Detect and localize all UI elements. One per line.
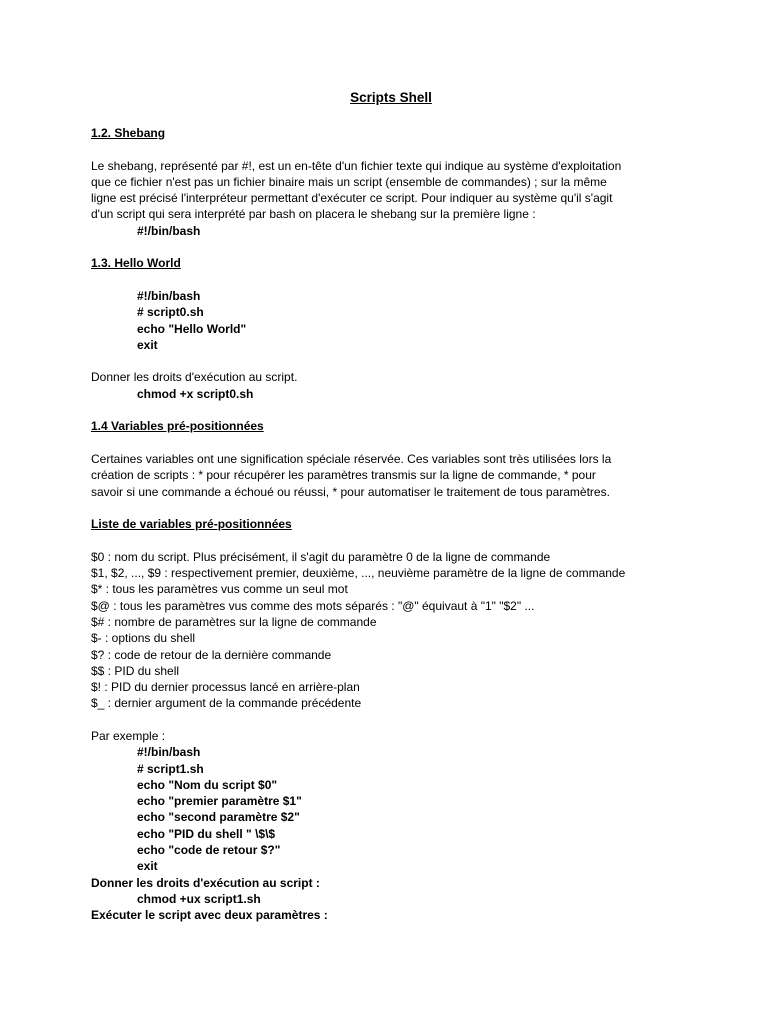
hello-world-code-block — [91, 288, 691, 353]
list-item: $@ : tous les paramètres vus comme des mots séparés : "@" équivaut à "1" "$2" ... — [91, 598, 535, 613]
list-item: $! : PID du dernier processus lancé en arrière-plan — [91, 680, 360, 695]
paragraph-line: Certaines variables ont une signification spéciale réservée. Ces variables sont très utilisées lors la — [91, 451, 612, 466]
example-label: Par exemple : — [91, 728, 166, 743]
section-heading-hello-world: 1.3. Hello World — [91, 256, 181, 271]
section-heading-variables: 1.4 Variables pré-positionnées — [91, 419, 264, 434]
code-line: # script0.sh — [137, 305, 204, 320]
code-line: echo "second paramètre $2" — [137, 810, 300, 825]
paragraph-line: création de scripts : * pour récupérer les paramètres transmis sur la ligne de commande, * pour — [91, 468, 596, 483]
execute-instruction: Exécuter le script avec deux paramètres : — [91, 908, 328, 923]
paragraph-line: savoir si une commande a échoué ou réussi, * pour automatiser le traitement de tous paramètres. — [91, 484, 610, 499]
paragraph-line: Le shebang, représenté par #!, est un en-tête d'un fichier texte qui indique au système d'exploitation — [91, 158, 622, 173]
code-line: # script1.sh — [137, 761, 204, 776]
list-item: $* : tous les paramètres vus comme un seul mot — [91, 582, 348, 597]
paragraph-line: que ce fichier n'est pas un fichier binaire mais un script (ensemble de commandes) ; sur la même — [91, 174, 607, 189]
code-line: echo "Hello World" — [137, 321, 247, 336]
code-line: exit — [137, 859, 158, 874]
list-item: $_ : dernier argument de la commande précédente — [91, 696, 362, 711]
document-body — [91, 89, 691, 924]
code-line: #!/bin/bash — [137, 288, 201, 303]
code-line: echo "code de retour $?" — [137, 843, 281, 858]
code-line: #!/bin/bash — [137, 745, 201, 760]
list-item: $1, $2, ..., $9 : respectivement premier, deuxième, ..., neuvième paramètre de la ligne de commande — [91, 566, 626, 581]
paragraph-line: ligne est précisé l'interpréteur permettant d'exécuter ce script. Pour indiquer au système qu'il s'agit — [91, 191, 613, 206]
code-line: #!/bin/bash — [137, 223, 201, 238]
variables-paragraph — [91, 451, 691, 500]
list-item: $0 : nom du script. Plus précisément, il s'agit du paramètre 0 de la ligne de commande — [91, 549, 551, 564]
rights-instruction-2: Donner les droits d'exécution au script : — [91, 875, 320, 890]
variables-list — [91, 549, 691, 712]
code-line: exit — [137, 337, 158, 352]
page-title: Scripts Shell — [350, 90, 432, 105]
list-item: $# : nombre de paramètres sur la ligne de commande — [91, 614, 377, 629]
paragraph-line: d'un script qui sera interprété par bash on placera le shebang sur la première ligne : — [91, 207, 536, 222]
code-line: echo "PID du shell " \$\$ — [137, 826, 276, 841]
code-line: echo "premier paramètre $1" — [137, 794, 302, 809]
list-item: $$ : PID du shell — [91, 663, 180, 678]
section-heading-shebang: 1.2. Shebang — [91, 126, 166, 140]
list-item: $- : options du shell — [91, 631, 196, 646]
code-line: chmod +ux script1.sh — [137, 891, 261, 906]
shebang-paragraph — [91, 158, 691, 223]
code-line: echo "Nom du script $0" — [137, 777, 278, 792]
list-item: $? : code de retour de la dernière commande — [91, 647, 332, 662]
list-heading: Liste de variables pré-positionnées — [91, 517, 292, 532]
code-line: chmod +x script0.sh — [137, 386, 254, 401]
rights-instruction: Donner les droits d'exécution au script. — [91, 370, 298, 385]
example-code-block — [91, 744, 691, 874]
